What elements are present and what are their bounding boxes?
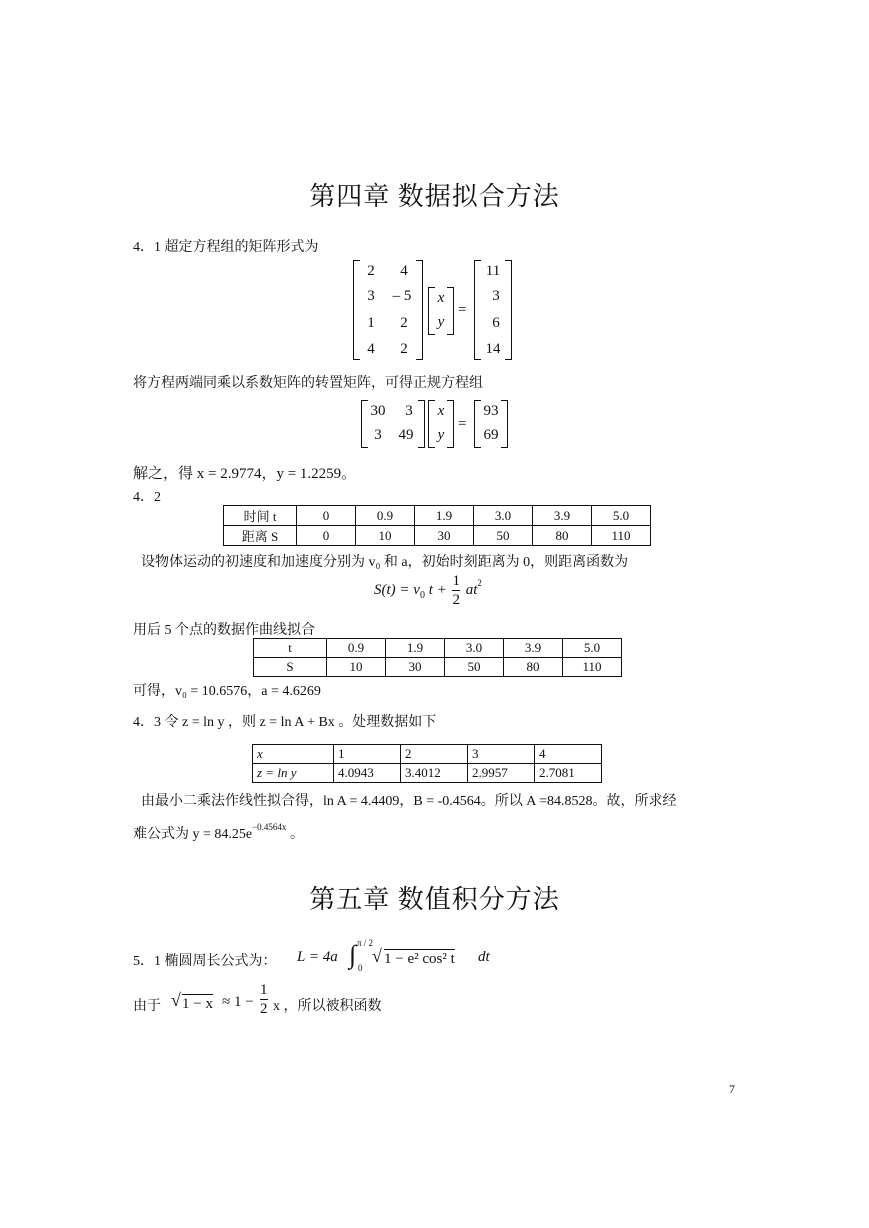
vector-x: x [437,290,445,306]
vector-cell: 3 [492,288,500,304]
fit-result: 可得，v₀ = 10.6576，a = 4.6269 [133,684,321,699]
equals-sign: = [458,302,467,318]
table-cell: 3.9 [504,639,563,658]
vector-x: x [437,403,445,419]
integrand: 1 − e² cos² t [384,951,455,967]
table-cell: S [254,658,327,677]
vector-xy [428,287,454,335]
empirical-formula [133,822,304,843]
table-cell: 1.9 [415,506,474,526]
time-distance-table [223,505,651,546]
table-cell: 4.0943 [334,764,401,783]
table-row [224,526,651,546]
table-cell: 2.9957 [468,764,535,783]
root-expression: 1 − x [182,996,213,1012]
vector-cell: 14 [485,341,501,357]
table-cell: 30 [386,658,445,677]
vector-cell: 11 [485,263,501,279]
ellipse-formula-lhs: L = 4a [297,949,338,965]
fit-intro: 用后 5 个点的数据作曲线拟合 [133,623,315,638]
matrix-cell: 1 [367,315,375,331]
table-cell: 1 [334,745,401,764]
table-row [254,639,622,658]
solution-4-1: 解之，得 x = 2.9774，y = 1.2259。 [133,466,357,482]
vector-cell: 93 [483,403,499,419]
least-squares-result: 由最小二乘法作线性拟合得，ln A = 4.4409，B = -0.4564。所以 A =84.8528。故，所求经 [141,794,677,809]
equals-sign: = [458,416,467,432]
table-row [253,745,602,764]
table-row [253,764,602,783]
integral-upper: π / 2 [357,938,374,948]
section-5-1-lead: 5．1 椭圆周长公式为： [133,954,277,969]
vector-xy-2 [428,400,454,448]
table-cell: 3.0 [474,506,533,526]
table-cell: 110 [592,526,651,546]
table-cell: 3.4012 [401,764,468,783]
table-cell: 3.9 [533,506,592,526]
approx-text: ≈ 1 − [222,994,254,1010]
integral-lower: 0 [358,963,363,973]
section-4-3-intro: 4．3 令 z = ln y ，则 z = ln A + Bx 。处理数据如下 [133,715,437,730]
matrix-cell: 3 [367,288,375,304]
fraction-numerator: 1 [260,982,268,998]
table-cell: z = ln y [253,764,334,783]
tail-text: x ，所以被积函数 [273,999,382,1014]
matrix-a [353,260,423,360]
integral-sign: ∫ [349,940,357,969]
matrix-cell: 4 [400,263,408,279]
table-row [224,506,651,526]
vector-cell: 6 [492,315,500,331]
normal-matrix [361,400,425,448]
sqrt-sign-2: √ [171,990,181,1010]
table-cell: 30 [415,526,474,546]
table-cell: x [253,745,334,764]
vector-b [474,260,512,360]
dt: dt [478,949,490,965]
table-cell: 80 [504,658,563,677]
since-text: 由于 [133,999,161,1014]
vector-cell: 69 [483,427,499,443]
table-cell: 50 [474,526,533,546]
table-cell: 0.9 [327,639,386,658]
table-cell: 2 [401,745,468,764]
matrix-cell: 2 [400,315,408,331]
matrix-cell: 3 [374,427,382,443]
table-row [254,658,622,677]
table-cell: 10 [356,526,415,546]
page-number: 7 [729,1082,735,1096]
formula-rhs: at [465,581,478,598]
table-cell: t [254,639,327,658]
fit-data-table [253,638,622,677]
formula-mid: t + [428,581,447,598]
formula-end: 。 [286,827,304,842]
matrix-cell: 30 [370,403,386,419]
log-data-table [252,744,602,783]
table-cell: 距离 S [224,526,297,546]
vector-y: y [437,314,445,330]
fraction-denominator: 2 [452,592,460,608]
table-cell: 2.7081 [535,764,602,783]
formula-exponent: −0.4564x [252,822,287,832]
normal-equations-intro: 将方程两端同乘以系数矩阵的转置矩阵，可得正规方程组 [133,376,483,391]
table-cell: 5.0 [592,506,651,526]
matrix-cell: 49 [398,427,414,443]
table-cell: 3 [468,745,535,764]
table-cell: 110 [563,658,622,677]
normal-rhs [474,400,508,448]
sqrt-sign: √ [372,946,382,966]
vector-y: y [437,427,445,443]
formula-text: 难公式为 y = 84.25e [133,827,253,842]
table-cell: 5.0 [563,639,622,658]
table-cell: 10 [327,658,386,677]
table-cell: 0 [297,506,356,526]
fraction-denominator: 2 [260,1001,268,1017]
formula-lhs: S(t) = v [374,581,420,598]
fraction-half [452,572,460,609]
table-cell: 50 [445,658,504,677]
matrix-cell: 3 [405,403,413,419]
distance-formula: $S(t) = v_0$ t + $\frac{1}{2}$ $at^2$ [374,573,482,608]
motion-assumption: 设物体运动的初速度和加速度分别为 v₀ 和 a，初始时刻距离为 0，则距离函数为 [141,555,629,570]
table-cell: 0 [297,526,356,546]
table-cell: 1.9 [386,639,445,658]
matrix-cell: 2 [367,263,375,279]
section-4-1-intro: 4．1 超定方程组的矩阵形式为 [133,240,319,255]
chapter-4-title: 第四章 数据拟合方法 [309,182,560,211]
fraction-half-2 [258,981,270,1018]
table-cell: 时间 t [224,506,297,526]
fraction-numerator: 1 [452,573,460,589]
table-cell: 3.0 [445,639,504,658]
matrix-cell: – 5 [392,288,412,304]
table-cell: 0.9 [356,506,415,526]
matrix-cell: 2 [400,341,408,357]
table-cell: 4 [535,745,602,764]
chapter-5-title: 第五章 数值积分方法 [309,885,560,914]
matrix-cell: 4 [367,341,375,357]
table-cell: 80 [533,526,592,546]
section-4-2-label: 4．2 [133,490,161,505]
